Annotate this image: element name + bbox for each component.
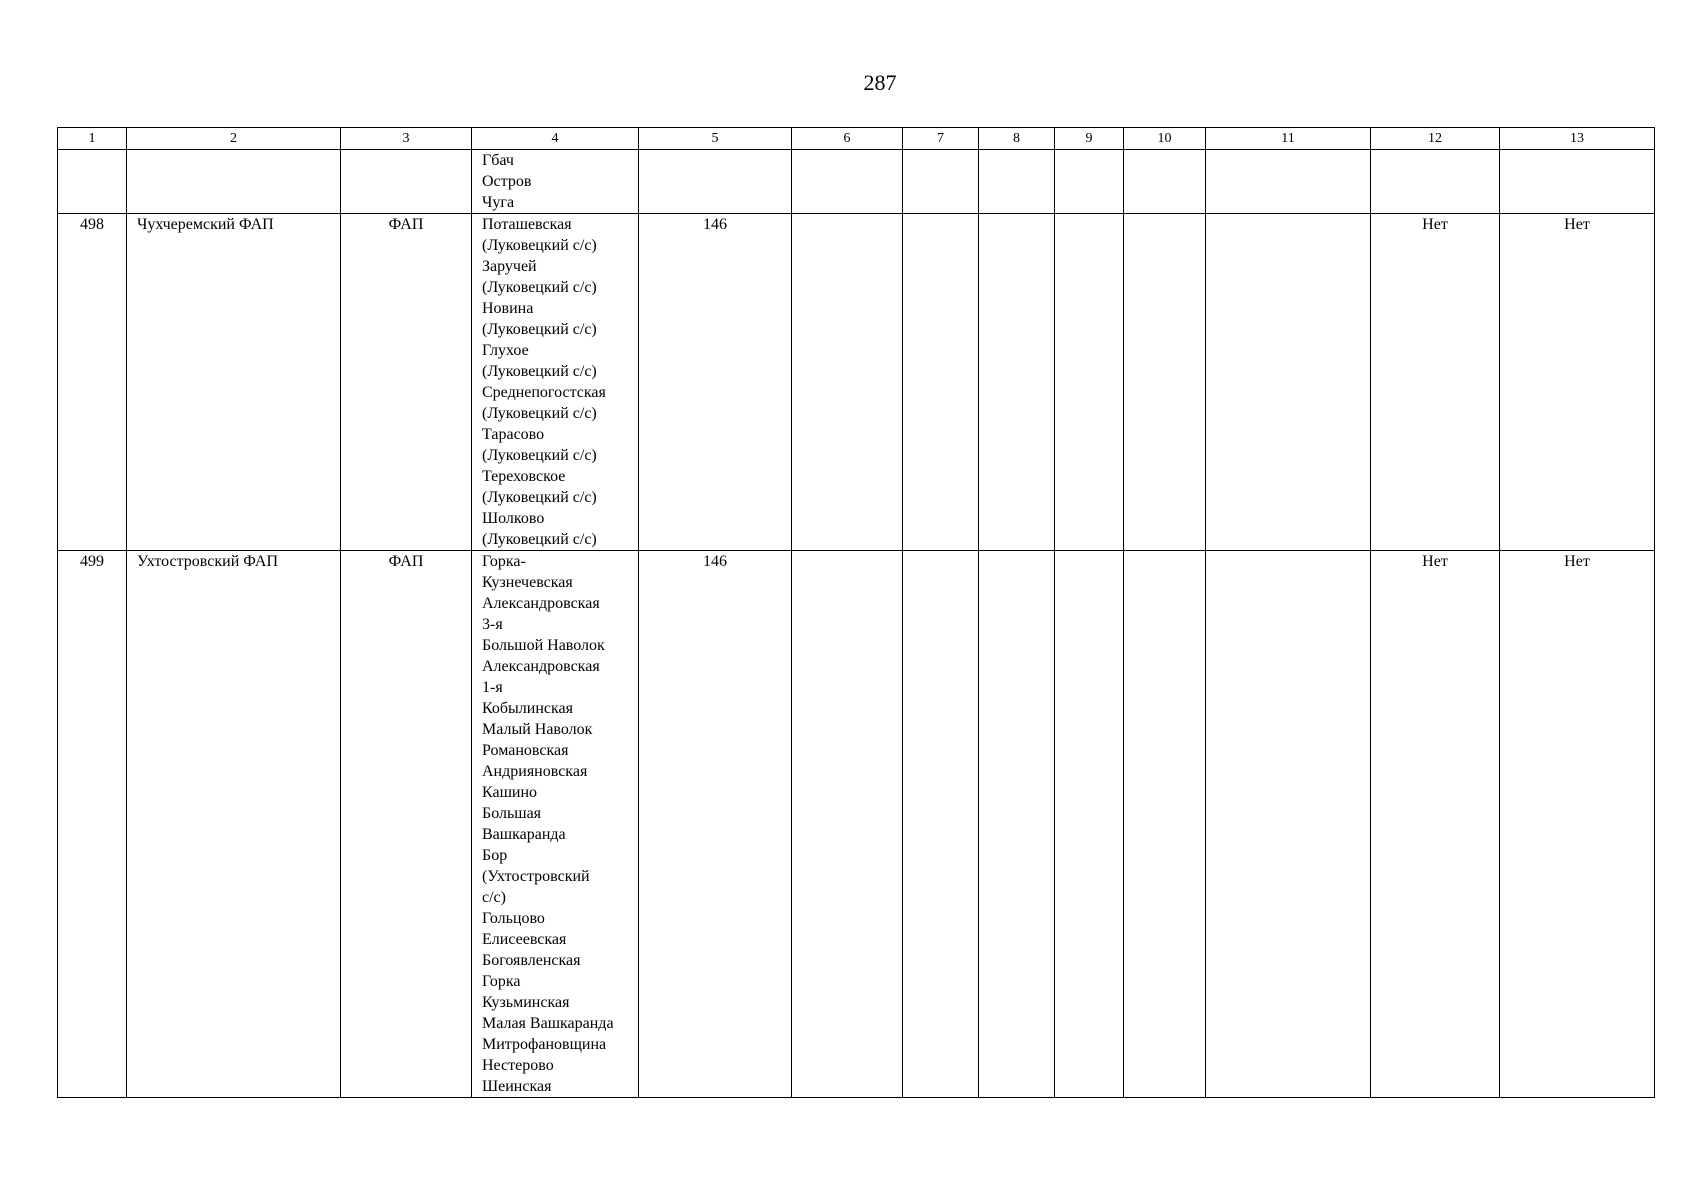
- cell-col-8: [979, 551, 1055, 1098]
- population-count: 146: [639, 551, 792, 1098]
- cell-col-9: [1055, 214, 1124, 551]
- facility-type: ФАП: [341, 214, 472, 551]
- cell-col-6: [792, 551, 903, 1098]
- column-header-3: 3: [341, 128, 472, 150]
- cell-col-10: [1124, 551, 1206, 1098]
- row-number: [58, 150, 127, 214]
- cell-col-11: [1206, 214, 1371, 551]
- column-header-1: 1: [58, 128, 127, 150]
- column-header-10: 10: [1124, 128, 1206, 150]
- facility-type: ФАП: [341, 551, 472, 1098]
- column-header-2: 2: [127, 128, 341, 150]
- table-row: [58, 214, 1655, 551]
- cell-col-9: [1055, 551, 1124, 1098]
- cell-col-10: [1124, 214, 1206, 551]
- cell-col-12: Нет: [1371, 551, 1500, 1098]
- row-number: 498: [58, 214, 127, 551]
- cell-col-7: [903, 214, 979, 551]
- cell-col-12: [1371, 150, 1500, 214]
- cell-col-10: [1124, 150, 1206, 214]
- column-number-row: [58, 128, 1655, 150]
- column-header-7: 7: [903, 128, 979, 150]
- facility-name: Чухчеремский ФАП: [127, 214, 341, 551]
- settlements-list: Горка- Кузнечевская Александровская 3-я Большой Наволок Александровская 1-я Кобылинская Малый Наволок Романовская Андрияновская Кашино Большая Вашкаранда Бор (Ухтостровский с/с) Гольцово Елисеевская Богоявленская Горка Кузьминская Малая Вашкаранда Митрофановщина Нестерово Шеинская: [472, 551, 639, 1098]
- column-header-9: 9: [1055, 128, 1124, 150]
- column-header-5: 5: [639, 128, 792, 150]
- column-header-4: 4: [472, 128, 639, 150]
- cell-col-6: [792, 150, 903, 214]
- page-number: 287: [863, 70, 897, 95]
- facility-type: [341, 150, 472, 214]
- column-header-6: 6: [792, 128, 903, 150]
- cell-col-13: Нет: [1500, 214, 1655, 551]
- cell-col-7: [903, 150, 979, 214]
- column-header-12: 12: [1371, 128, 1500, 150]
- column-header-11: 11: [1206, 128, 1371, 150]
- cell-col-9: [1055, 150, 1124, 214]
- cell-col-11: [1206, 150, 1371, 214]
- cell-col-12: Нет: [1371, 214, 1500, 551]
- cell-col-8: [979, 214, 1055, 551]
- population-count: 146: [639, 214, 792, 551]
- table-row: [58, 551, 1655, 1098]
- cell-col-8: [979, 150, 1055, 214]
- column-header-13: 13: [1500, 128, 1655, 150]
- facility-name: Ухтостровский ФАП: [127, 551, 341, 1098]
- cell-col-6: [792, 214, 903, 551]
- facilities-table: [57, 127, 1655, 1098]
- facility-name: [127, 150, 341, 214]
- cell-col-13: [1500, 150, 1655, 214]
- column-header-8: 8: [979, 128, 1055, 150]
- cell-col-11: [1206, 551, 1371, 1098]
- settlements-list: Поташевская (Луковецкий с/с) Заручей (Луковецкий с/с) Новина (Луковецкий с/с) Глухое (Луковецкий с/с) Среднепогостская (Луковецкий с/с) Тарасово (Луковецкий с/с) Тереховское (Луковецкий с/с) Шолково (Луковецкий с/с): [472, 214, 639, 551]
- cell-col-7: [903, 551, 979, 1098]
- settlements-list: Гбач Остров Чуга: [472, 150, 639, 214]
- table-row: [58, 150, 1655, 214]
- population-count: [639, 150, 792, 214]
- row-number: 499: [58, 551, 127, 1098]
- cell-col-13: Нет: [1500, 551, 1655, 1098]
